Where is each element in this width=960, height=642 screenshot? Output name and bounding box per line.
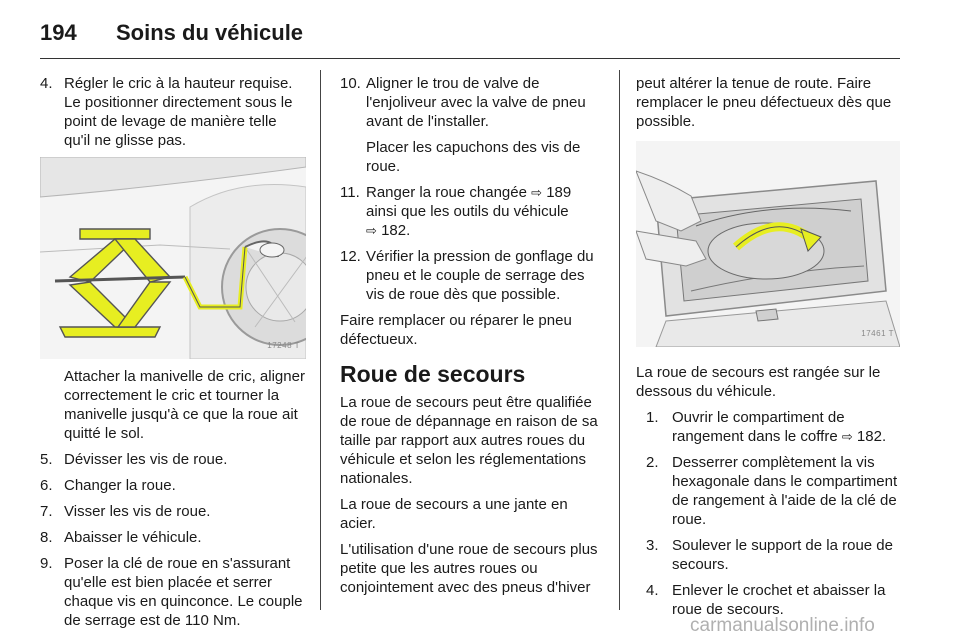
page-reference[interactable]: 182. <box>856 428 887 445</box>
step-text-part: ainsi que les outils du véhicule <box>366 203 569 220</box>
page-header <box>40 14 900 54</box>
figure-code: 17248 T <box>267 341 300 350</box>
step-4 <box>40 74 306 150</box>
paragraph: La roue de secours a une jante en acier. <box>340 496 568 532</box>
step-10 <box>340 74 606 131</box>
step-number: 7. <box>40 503 53 520</box>
spare-wheel-icon <box>636 141 900 347</box>
step-number: 4. <box>40 75 53 92</box>
reference-arrow-icon: ⇨ <box>366 223 377 238</box>
column-3 <box>636 74 904 626</box>
step-text: Aligner le trou de valve de l'enjoliveur avec la valve de pneu avant de l'installer. <box>366 75 586 130</box>
step-number: 12. <box>340 248 361 265</box>
step-text: Enlever le crochet et abaisser la roue de secours. <box>672 582 886 618</box>
jack-illustration <box>40 157 306 359</box>
spare-wheel-illustration <box>636 141 900 347</box>
paragraph: La roue de secours est rangée sur le dessous du véhicule. <box>636 364 881 400</box>
step-text-part: Ouvrir le compartiment de rangement dans le coffre <box>672 409 845 445</box>
step-11 <box>340 183 606 240</box>
page-title: Soins du véhicule <box>116 20 304 45</box>
step-10-note: Placer les capuchons des vis de roue. <box>366 139 581 175</box>
step-9 <box>40 554 306 630</box>
page-number: 194 <box>40 20 77 45</box>
figure-code: 17461 T <box>861 329 894 338</box>
paragraph: peut altérer la tenue de route. Faire remplacer le pneu défectueux dès que possible. <box>636 75 892 130</box>
step-5 <box>40 450 306 469</box>
step-number: 8. <box>40 529 53 546</box>
column-divider <box>320 70 321 610</box>
step-text: Abaisser le véhicule. <box>64 529 202 546</box>
step-number: 1. <box>646 409 659 426</box>
step-6 <box>40 476 306 495</box>
page-reference[interactable]: 189 <box>546 184 572 201</box>
column-2 <box>340 74 606 604</box>
header-rule <box>40 58 900 59</box>
step-2 <box>646 453 904 529</box>
step-text: Changer la roue. <box>64 477 176 494</box>
step-number: 9. <box>40 555 53 572</box>
step-number: 3. <box>646 537 659 554</box>
watermark: carmanualsonline.info <box>690 615 875 636</box>
step-text: Visser les vis de roue. <box>64 503 211 520</box>
step-number: 5. <box>40 451 53 468</box>
paragraph: Faire remplacer ou réparer le pneu défectueux. <box>340 312 572 348</box>
step-number: 2. <box>646 454 659 471</box>
section-heading: Roue de secours <box>340 361 526 387</box>
step-text: Dévisser les vis de roue. <box>64 451 228 468</box>
step-4 <box>646 581 904 619</box>
page-reference[interactable]: 182. <box>381 222 411 239</box>
column-1 <box>40 74 306 637</box>
step-text: Régler le cric à la hauteur requise. Le positionner directement sous le point de levage de manière telle qu'il ne glisse pas. <box>64 75 293 149</box>
paragraph: La roue de secours peut être qualifiée de roue de dépannage en raison de sa taille par rapport aux autres roues du véhicule et selon les réglementations nationales. <box>340 394 598 487</box>
step-8 <box>40 528 306 547</box>
step-1 <box>646 408 904 446</box>
step-number: 11. <box>340 184 360 201</box>
column-divider <box>619 70 620 610</box>
reference-arrow-icon: ⇨ <box>531 185 543 200</box>
step-number: 10. <box>340 75 361 92</box>
paragraph: L'utilisation d'une roue de secours plus petite que les autres roues ou conjointement avec des pneus d'hiver <box>340 541 598 596</box>
step-number: 4. <box>646 582 659 599</box>
step-text-part: Ranger la roue changée <box>366 184 527 201</box>
step-text: Vérifier la pression de gonflage du pneu et le couple de serrage des vis de roue dès que possible. <box>366 248 594 303</box>
step-12 <box>340 247 606 304</box>
step-text: Desserrer complètement la vis hexagonale dans le compartiment de rangement à l'aide de la clé de roue. <box>672 454 898 528</box>
reference-arrow-icon: ⇨ <box>841 429 853 444</box>
step-3 <box>646 536 904 574</box>
step-text <box>672 408 904 446</box>
step-4-continued: Attacher la manivelle de cric, aligner correctement le cric et tourner la manivelle jusqu'à ce que la roue ait quitté le sol. <box>64 368 305 442</box>
car-jack-icon <box>40 157 306 359</box>
step-number: 6. <box>40 477 53 494</box>
step-text: Soulever le support de la roue de secours. <box>672 537 893 573</box>
step-text <box>366 183 606 240</box>
step-7 <box>40 502 306 521</box>
step-text: Poser la clé de roue en s'assurant qu'elle est bien placée et serrer chaque vis en quinconce. Le couple de serrage est de 110 Nm. <box>64 555 303 629</box>
